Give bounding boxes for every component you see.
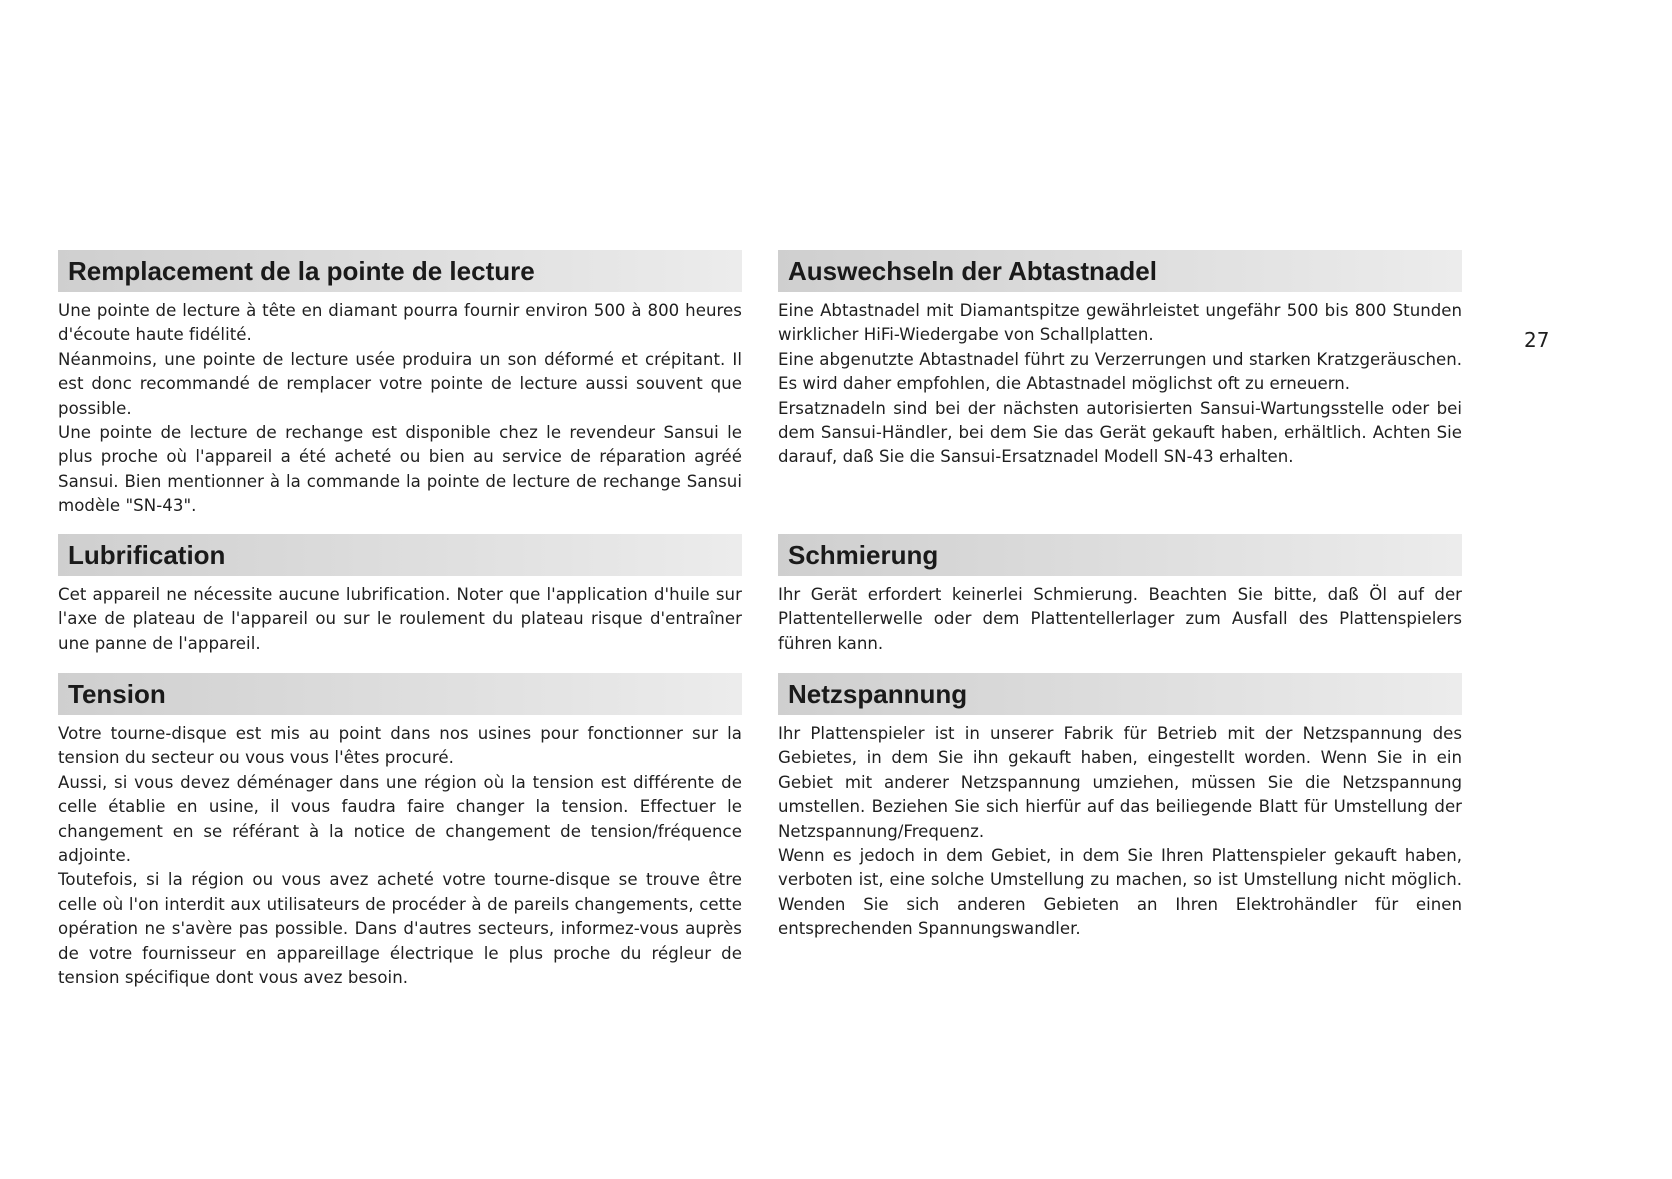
french-column bbox=[58, 0, 742, 1179]
section-auswechseln bbox=[778, 250, 1462, 470]
section-title: Remplacement de la pointe de lecture bbox=[68, 256, 535, 286]
section-body bbox=[58, 715, 742, 990]
section-header-bar bbox=[778, 673, 1462, 715]
section-title: Tension bbox=[68, 679, 166, 709]
paragraph: Cet appareil ne nécessite aucune lubrification. Noter que l'application d'huile sur l'axe de plateau de l'appareil ou sur le roulement du plateau risque d'entraîner une panne de l'appareil. bbox=[58, 585, 742, 653]
paragraph: Ihr Gerät erfordert keinerlei Schmierung. Beachten Sie bitte, daß Öl auf der Plattentellerwelle oder dem Plattentellerlager zum Ausfall des Plattenspielers führen kann. bbox=[778, 585, 1462, 653]
paragraph: Toutefois, si la région ou vous avez acheté votre tourne-disque se trouve être celle où l'on interdit aux utilisateurs de procéder à de pareils changements, cette opération ne s'avère pas possible. Dans d'autres secteurs, informez-vous auprès de votre fournisseur en appareillage électrique le plus proche du régleur de tension spécifique dont vous avez besoin. bbox=[58, 870, 742, 988]
section-remplacement bbox=[58, 250, 742, 519]
paragraph: Ihr Plattenspieler ist in unserer Fabrik für Betrieb mit der Netzspannung des Gebietes, in dem Sie ihn gekauft haben, eingestellt worden. Wenn Sie in ein Gebiet mit anderer Netzspannung umziehen, müssen Sie die Netzspannung umstellen. Beziehen Sie sich hierfür auf das beiliegende Blatt für Umstellung der Netzspannung/Frequenz. bbox=[778, 724, 1462, 841]
section-tension bbox=[58, 673, 742, 990]
page-number: 27 bbox=[1524, 328, 1550, 352]
paragraph: Ersatznadeln sind bei der nächsten autorisierten Sansui-Wartungsstelle oder bei dem Sansui-Händler, bei dem Sie das Gerät gekauft haben, erhältlich. Achten Sie darauf, daß Sie die Sansui-Ersatznadel Modell SN-43 erhalten. bbox=[778, 398, 1462, 467]
section-header-bar bbox=[778, 534, 1462, 576]
section-netzspannung bbox=[778, 673, 1462, 942]
section-body bbox=[778, 576, 1462, 656]
section-header-bar bbox=[58, 673, 742, 715]
section-title: Lubrification bbox=[68, 540, 226, 570]
paragraph: Wenn es jedoch in dem Gebiet, in dem Sie Ihren Plattenspieler gekauft haben, verboten ist, eine solche Umstellung zu machen, so ist Umstellung nicht möglich. Wenden Sie sich anderen Gebieten an Ihren Elektrohändler für einen entsprechenden Spannungswandler. bbox=[778, 846, 1462, 939]
german-column bbox=[778, 0, 1462, 1179]
paragraph: Une pointe de lecture à tête en diamant pourra fournir environ 500 à 800 heures d'écoute haute fidélité. bbox=[58, 301, 742, 345]
section-title: Schmierung bbox=[788, 540, 939, 570]
section-title: Auswechseln der Abtastnadel bbox=[788, 256, 1157, 286]
paragraph: Votre tourne-disque est mis au point dans nos usines pour fonctionner sur la tension du secteur ou vous vous l'êtes procuré. bbox=[58, 724, 742, 768]
section-body bbox=[58, 576, 742, 656]
section-body bbox=[778, 292, 1462, 470]
section-body bbox=[778, 715, 1462, 942]
paragraph: Néanmoins, une pointe de lecture usée produira un son déformé et crépitant. Il est donc recommandé de remplacer votre pointe de lecture aussi souvent que possible. bbox=[58, 349, 742, 418]
section-header-bar bbox=[58, 250, 742, 292]
section-header-bar bbox=[778, 250, 1462, 292]
section-schmierung bbox=[778, 534, 1462, 656]
section-header-bar bbox=[58, 534, 742, 576]
paragraph: Eine Abtastnadel mit Diamantspitze gewährleistet ungefähr 500 bis 800 Stunden wirklicher HiFi-Wiedergabe von Schallplatten. bbox=[778, 301, 1462, 345]
paragraph: Eine abgenutzte Abtastnadel führt zu Verzerrungen und starken Kratzgeräuschen. Es wird daher empfohlen, die Abtastnadel möglichst oft zu erneuern. bbox=[778, 349, 1462, 394]
section-lubrification bbox=[58, 534, 742, 656]
section-title: Netzspannung bbox=[788, 679, 968, 709]
paragraph: Aussi, si vous devez déménager dans une région où la tension est différente de celle établie en usine, il vous faudra faire changer la tension. Effectuer le changement en se référant à la notice de changement de tension/fréquence adjointe. bbox=[58, 772, 742, 866]
paragraph: Une pointe de lecture de rechange est disponible chez le revendeur Sansui le plus proche où l'appareil a été acheté ou bien au service de réparation agréé Sansui. Bien mentionner à la commande la pointe de lecture de rechange Sansui modèle "SN-43". bbox=[58, 423, 742, 516]
section-body bbox=[58, 292, 742, 519]
